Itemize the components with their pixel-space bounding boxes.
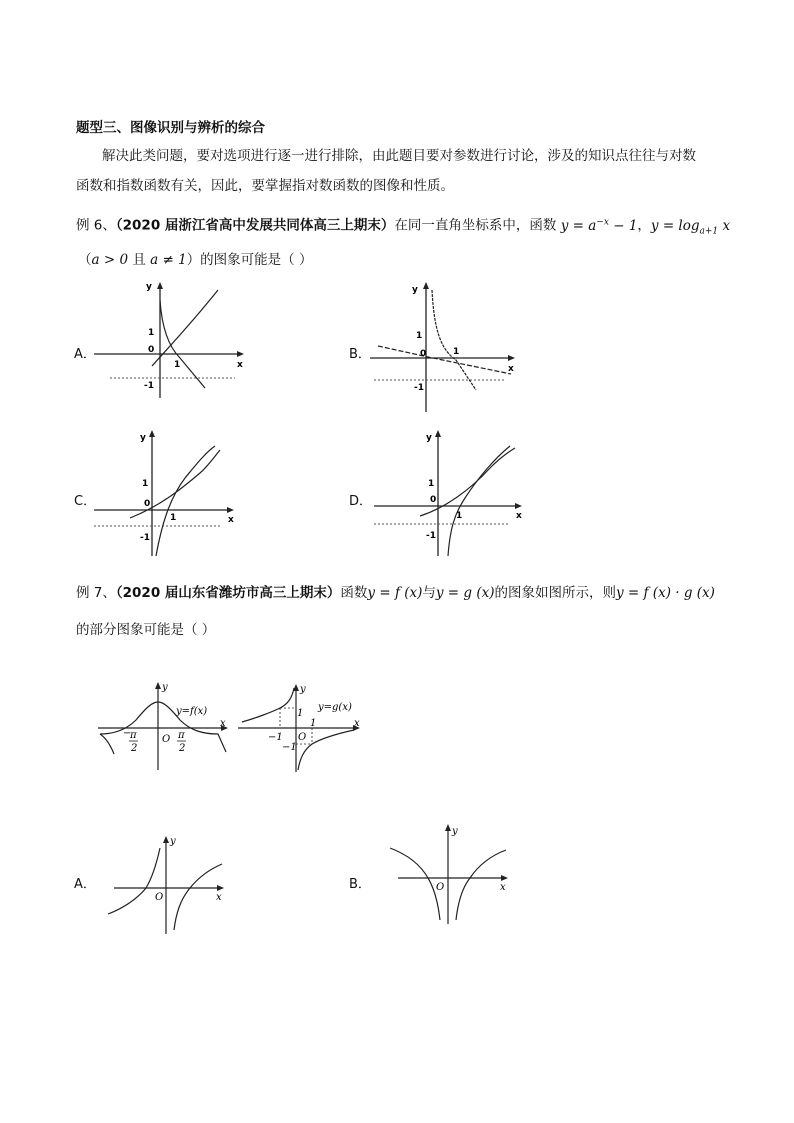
fig-g-label: y=g(x) (318, 702, 352, 713)
figure-f (96, 682, 230, 772)
ex7a-origin: O (155, 892, 164, 903)
ex7-option-b-label: B． (349, 877, 371, 892)
ex7a-x: x (216, 892, 222, 903)
example6-stem (76, 212, 730, 241)
graph-d-zero: 0 (430, 495, 437, 505)
example6-prefix: 例 6、 (76, 217, 116, 234)
graph-c (90, 428, 240, 558)
func2-base: y = log (650, 217, 700, 234)
fig-f-y: y (162, 682, 168, 693)
ex7b-origin: O (436, 882, 445, 893)
option-b-label: B． (349, 347, 371, 362)
example7-and: 与 (422, 585, 436, 601)
fig-g-x-one: 1 (310, 718, 317, 729)
cond-close: ）的图象可能是（ ） (186, 252, 313, 268)
fig-f-pi-right: π (178, 730, 185, 741)
graph-a-x: x (237, 360, 243, 370)
graph-a (90, 280, 250, 400)
example7-f: y = f (x) (367, 585, 423, 601)
example6-stem-text: 在同一直角坐标系中，函数 (394, 217, 557, 234)
example7-stem2: 的图象如图所示，则 (494, 585, 616, 601)
func2-sub: a+1 (699, 226, 719, 237)
fig-g-neg-one: −1 (268, 732, 283, 743)
graph-a-neg1: -1 (144, 381, 154, 391)
example6-source: （2020 届浙江省高中发展共同体高三上期末） (115, 217, 395, 234)
graph-b-neg1: -1 (414, 383, 424, 393)
cond-math-1: a > 0 (91, 252, 129, 268)
graph-b-zero: 0 (420, 349, 427, 359)
graph-c-y: y (140, 433, 146, 443)
example7-stem-text: 函数 (340, 585, 368, 601)
graph-d-neg1: -1 (426, 531, 436, 541)
example7-fg: y = f (x) · g (x) (616, 585, 715, 601)
graph-b-y: y (412, 285, 418, 295)
example7-line2: 的部分图象可能是（ ） (76, 622, 216, 638)
graph-a-y: y (146, 282, 152, 292)
graph-b-x1: 1 (453, 347, 460, 357)
example6-func2 (650, 217, 731, 237)
func2-tail: x (718, 217, 731, 234)
func1-base: y = a (560, 217, 597, 234)
fig-f-pi-left: π (130, 730, 137, 741)
graph-d-x: x (516, 511, 522, 521)
fig-f-label: y=f(x) (176, 706, 208, 717)
section-title: 题型三、图像识别与辨析的综合 (76, 120, 265, 136)
intro-line-1: 解决此类问题，要对选项进行逐一进行排除，由此题目要对参数进行讨论，涉及的知识点往往与对数 (102, 148, 696, 164)
graph-a-one: 1 (148, 328, 155, 338)
graph-c-x1: 1 (170, 513, 177, 523)
ex7-graph-b (386, 824, 516, 928)
graph-d-y: y (426, 433, 432, 443)
example6-sep: ， (637, 217, 651, 234)
option-a-label: A． (74, 347, 96, 362)
intro-line-2: 函数和指数函数有关，因此，要掌握指对数函数的图像和性质。 (76, 178, 454, 194)
example6-condition (78, 250, 312, 270)
example7-source: （2020 届山东省潍坊市高三上期末） (115, 585, 341, 601)
cond-math-2: a ≠ 1 (150, 252, 187, 268)
fig-g-x: x (354, 718, 360, 729)
fig-f-two-right: 2 (179, 743, 186, 754)
func1-tail: − 1 (608, 217, 638, 234)
graph-c-x: x (228, 515, 234, 525)
graph-b (366, 280, 526, 415)
ex7a-y: y (170, 836, 176, 847)
graph-a-x1: 1 (174, 360, 181, 370)
cond-mid: 且 (128, 252, 151, 268)
fig-f-x: x (220, 718, 226, 729)
graph-a-zero: 0 (148, 345, 155, 355)
ex7-option-a-label: A． (74, 877, 96, 892)
graph-d-x1: 1 (456, 511, 463, 521)
option-c-label: C． (74, 494, 97, 509)
graph-b-x: x (508, 364, 514, 374)
example7-stem (76, 583, 715, 603)
fig-g-one: 1 (297, 708, 304, 719)
func1-exponent: −x (596, 217, 609, 227)
fig-f-two-left: 2 (131, 743, 138, 754)
ex7b-x: x (500, 882, 506, 893)
graph-d-one: 1 (428, 479, 435, 489)
graph-c-zero: 0 (144, 499, 151, 509)
graph-d (370, 428, 530, 558)
fig-f-neg: − (123, 728, 132, 739)
fig-f-origin: O (162, 734, 171, 745)
example7-g: y = g (x) (435, 585, 495, 601)
option-d-label: D． (349, 494, 373, 509)
figure-g (236, 684, 366, 774)
cond-open: （ (78, 252, 92, 268)
graph-c-neg1: -1 (140, 533, 150, 543)
example6-func1 (561, 218, 638, 234)
fig-g-y: y (300, 684, 306, 695)
ex7-graph-a (104, 834, 228, 938)
graph-c-one: 1 (142, 479, 149, 489)
graph-b-one: 1 (416, 331, 423, 341)
example7-prefix: 例 7、 (76, 585, 116, 601)
ex7b-y: y (452, 826, 458, 837)
fig-g-neg-one-y: −1 (282, 742, 297, 753)
fig-g-origin: O (298, 732, 307, 743)
